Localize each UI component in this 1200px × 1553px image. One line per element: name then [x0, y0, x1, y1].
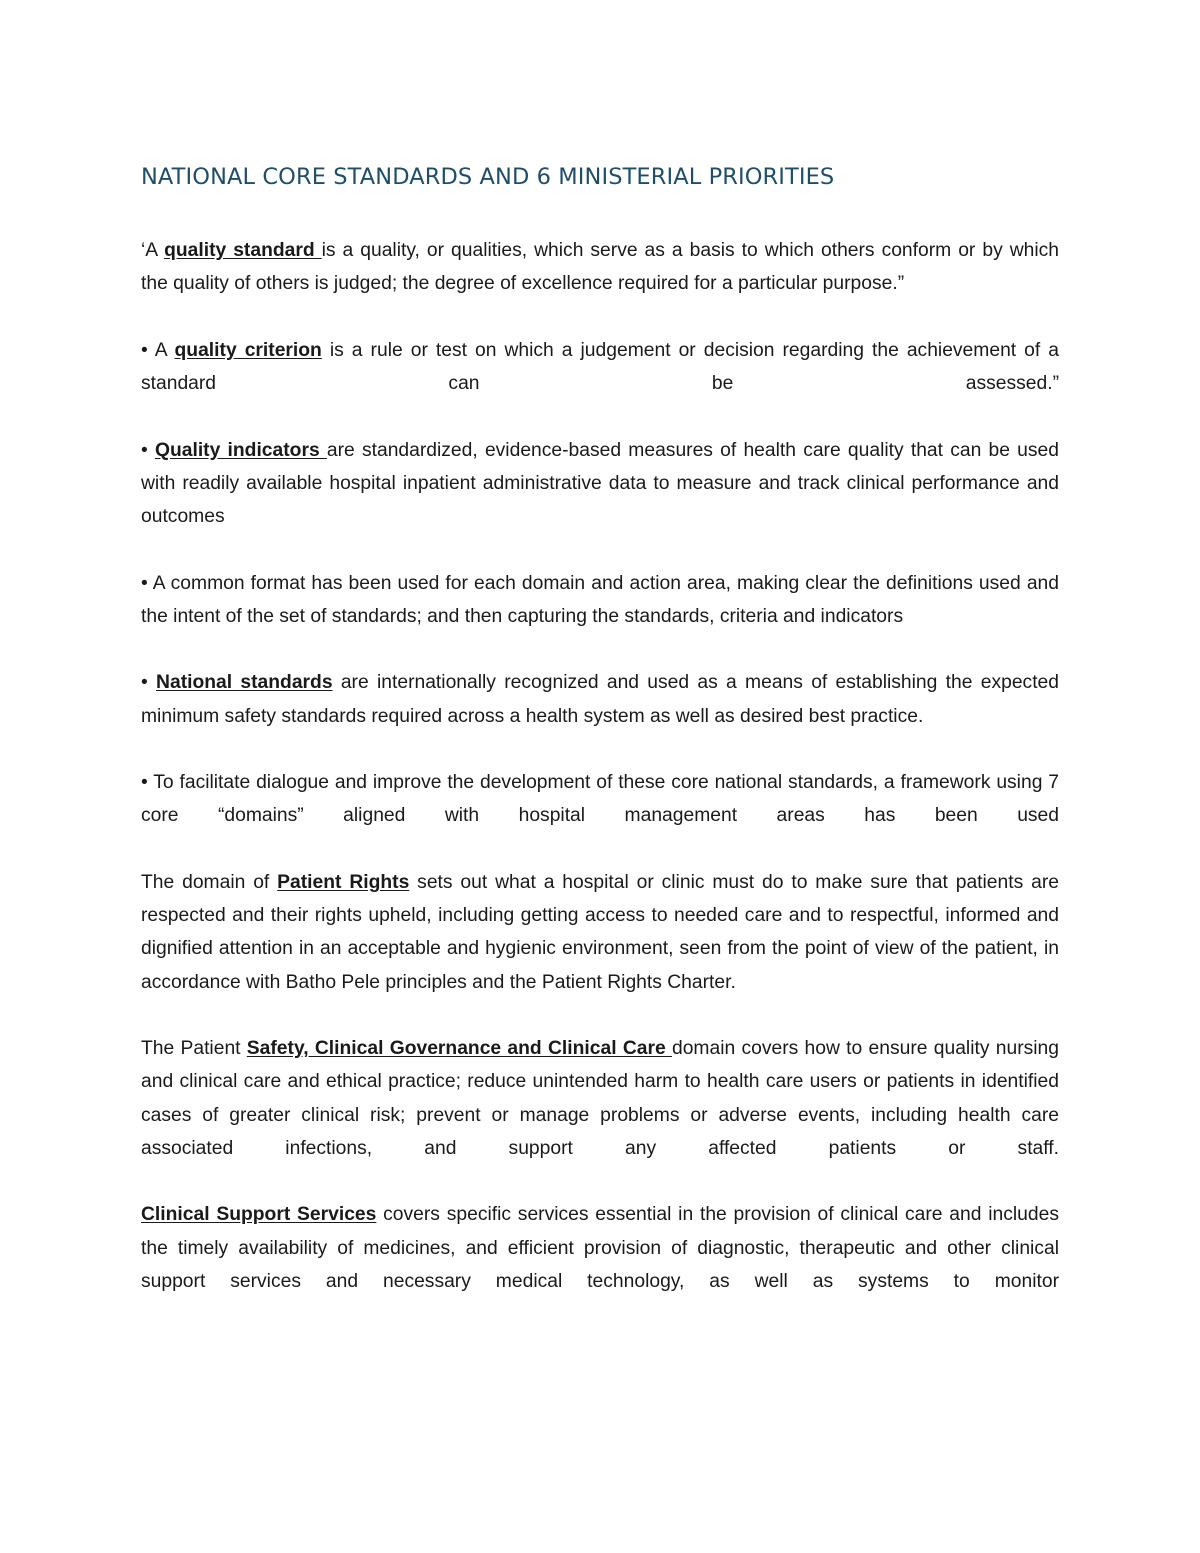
- paragraph-prefix: The domain of: [141, 871, 278, 893]
- paragraph-patient-safety: [141, 1032, 1059, 1165]
- paragraph-clinical-support: [141, 1198, 1059, 1298]
- paragraph-national-standards: [141, 666, 1059, 732]
- paragraph-patient-rights: [141, 866, 1059, 999]
- paragraph-body: covers specific services essential in the provision of clinical care and includes the timely availability of medicines, and efficient provision of diagnostic, therapeutic and other clinical support services and necessary medical technology, as well as systems to monitor: [141, 1204, 1059, 1292]
- paragraph-quality-indicators: [141, 434, 1059, 534]
- paragraph-body: is a rule or test on which a judgement or decision regarding the achievement of a standard can be assessed.”: [141, 339, 1059, 394]
- paragraph-body: domain covers how to ensure quality nursing and clinical care and ethical practice; reduce unintended harm to health care users or patients in identified cases of greater clinical risk; prevent or manage problems or adverse events, including health care associated infections, and support any affected patients or staff.: [141, 1038, 1059, 1159]
- paragraph-body: is a quality, or qualities, which serve as a basis to which others conform or by which the quality of others is judged; the degree of excellence required for a particular purpose.”: [141, 240, 1059, 295]
- paragraph-prefix: •: [141, 672, 157, 694]
- paragraph-body: sets out what a hospital or clinic must do to make sure that patients are respected and their rights upheld, including getting access to needed care and to respectful, informed and dignified attention in an acceptable and hygienic environment, seen from the point of view of the patient, in accordance with Batho Pele principles and the Patient Rights Charter.: [141, 871, 1059, 993]
- paragraph-prefix: •: [141, 439, 155, 461]
- paragraph-prefix: • A: [141, 339, 175, 361]
- paragraph-body: are standardized, evidence-based measures of health care quality that can be used with readily available hospital inpatient administrative data to measure and track clinical performance and outcomes: [141, 439, 1059, 527]
- term-patient-safety: Safety, Clinical Governance and Clinical Care: [246, 1038, 672, 1060]
- term-national-standards: National standards: [156, 672, 333, 694]
- term-quality-criterion: quality criterion: [174, 339, 322, 361]
- term-clinical-support-services: Clinical Support Services: [141, 1204, 377, 1226]
- term-quality-standard: quality standard: [164, 240, 322, 261]
- paragraph-common-format: • A common format has been used for each domain and action area, making clear the definitions used and the intent of the set of standards; and then capturing the standards, criteria and indicators: [141, 572, 1059, 627]
- paragraph-quality-criterion: [141, 334, 1059, 400]
- page-title: NATIONAL CORE STANDARDS AND 6 MINISTERIAL PRIORITIES: [141, 164, 835, 190]
- paragraph-quality-standard: [141, 234, 1059, 300]
- paragraph-body: are internationally recognized and used as a means of establishing the expected minimum safety standards required across a health system as well as desired best practice.: [141, 672, 1060, 727]
- paragraph-prefix: ‘A: [141, 240, 165, 261]
- paragraph-framework-domains: • To facilitate dialogue and improve the development of these core national standards, a framework using 7 core “domains” aligned with hospital management areas has been used: [141, 772, 1059, 827]
- term-patient-rights: Patient Rights: [277, 871, 410, 893]
- term-quality-indicators: Quality indicators: [154, 439, 327, 461]
- paragraph-prefix: The Patient: [141, 1038, 247, 1060]
